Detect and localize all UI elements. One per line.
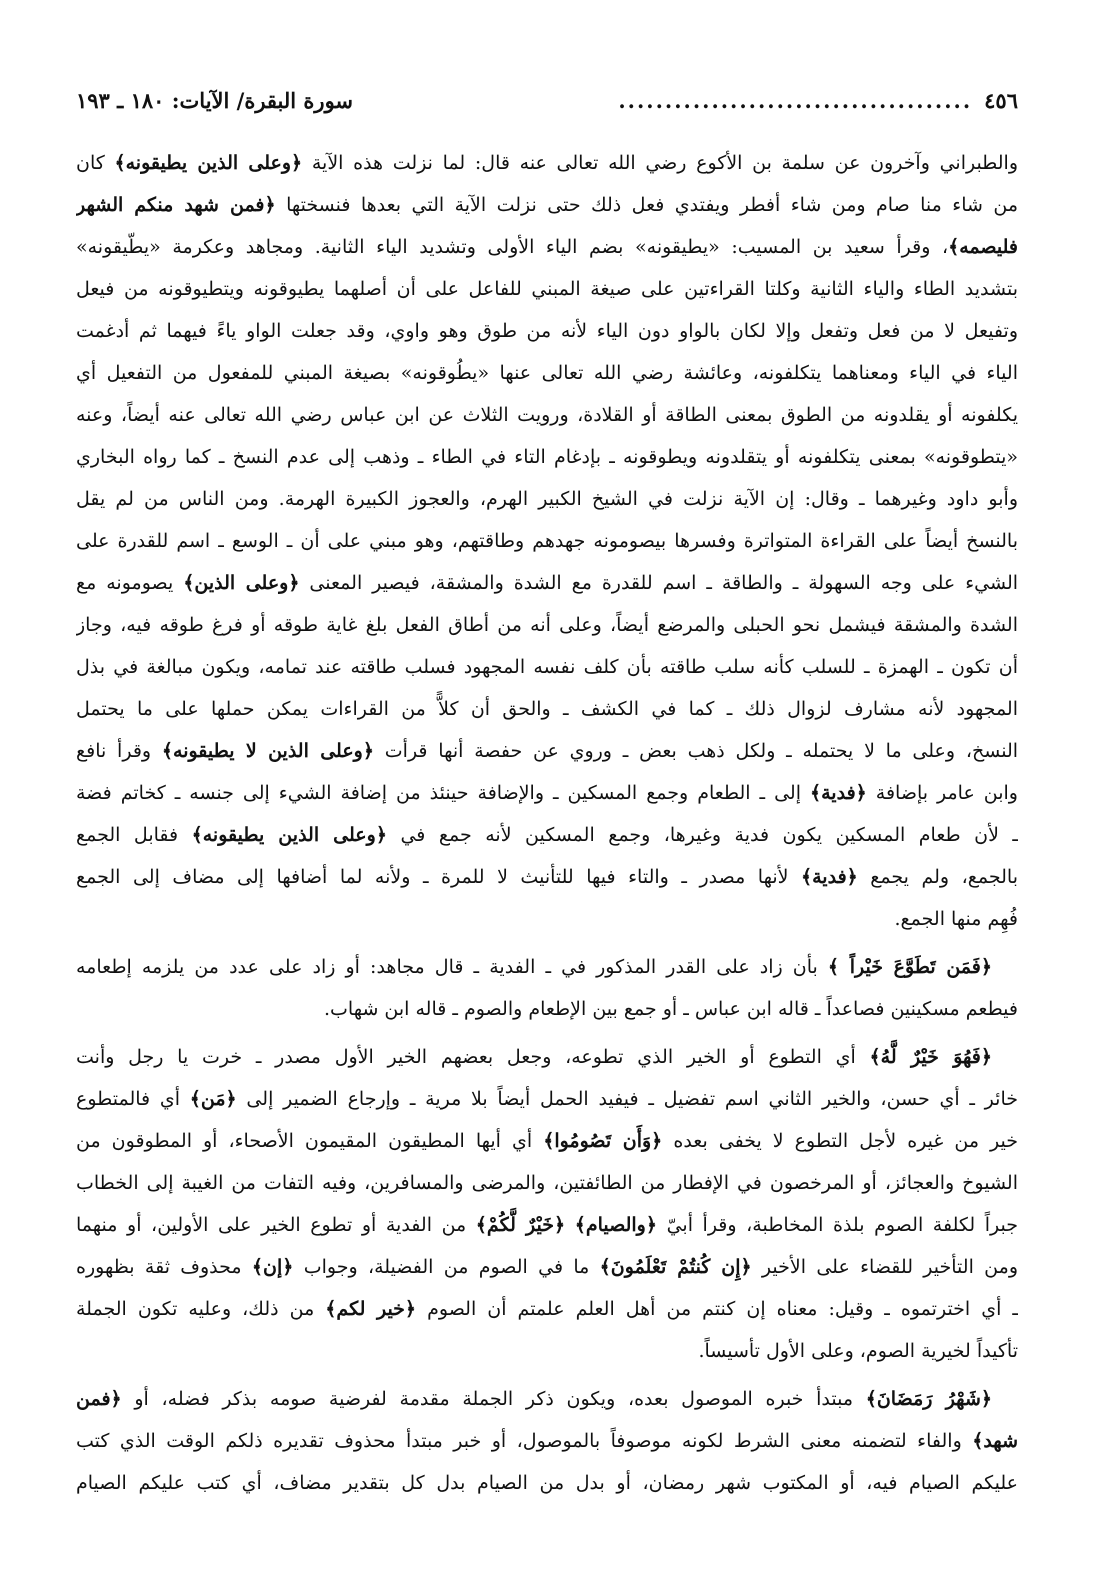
text-segment: ما في الصوم من الفضيلة، وجواب <box>293 1256 600 1278</box>
text-segment: وأبو داود وغيرهما ـ وقال: إن الآية نزلت في الشيخ الكبير الهرم، والعجوز الكبيرة الهرمة. ومن الناس من لم يقل <box>76 488 1018 510</box>
text-line <box>76 772 1018 814</box>
text-segment: كان <box>76 152 115 174</box>
text-segment <box>565 1214 575 1236</box>
text-segment: ـ أي اخترتموه ـ وقيل: معناه إن كنتم من أهل العلم علمتم أن الصوم <box>416 1298 1018 1320</box>
text-segment: بالنسخ أيضاً على القراءة المتواترة وفسرها بيصومونه جهدهم وطاقتهم، وهو مبني على أن ـ الوسع ـ اسم للقدرة على <box>76 530 1018 552</box>
quran-quote: ﴿وعلى الذين﴾ <box>183 572 300 594</box>
quran-quote: ﴿وعلى الذين لا يطيقونه﴾ <box>161 740 374 762</box>
text-segment: عليكم الصيام فيه، أو المكتوب شهر رمضان، أو بدل من الصيام بدل كل بتقدير مضاف، أي كتب عليكم الصيام <box>76 1472 1018 1494</box>
paragraph <box>76 1378 1018 1504</box>
text-line <box>76 1288 1018 1330</box>
text-segment: من شاء منا صام ومن شاء أفطر ويفتدي فعل ذلك حتى نزلت الآية التي بعدها فنسختها <box>275 194 1018 216</box>
quran-quote: شهد﴾ <box>972 1430 1018 1452</box>
text-segment: فقابل الجمع <box>76 824 192 846</box>
text-segment: ـ لأن طعام المسكين يكون فدية وغيرها، وجمع المسكين لأنه جمع في <box>386 824 1018 846</box>
text-segment: خير من غيره لأجل التطوع لا يخفى بعده <box>662 1130 1018 1152</box>
text-line <box>76 1036 1018 1078</box>
text-segment: أن تكون ـ الهمزة ـ للسلب كأنه سلب طاقته بأن كلف نفسه المجهود فسلب طاقته عند تمامه، ويكون مبالغة في بذل <box>76 656 1018 678</box>
quran-quote: ﴿إن﴾ <box>251 1256 294 1278</box>
text-line <box>76 1330 1018 1372</box>
quran-quote: ﴿فمن شهد منكم الشهر <box>76 194 276 216</box>
quran-quote: ﴿خير لكم﴾ <box>325 1298 417 1320</box>
text-line <box>76 1420 1018 1462</box>
text-segment: «يتطوقونه» بمعنى يتكلفونه أو يتقلدونه ويطوقونه ـ بإدغام التاء في الطاء ـ وذهب إلى عدم النسخ ـ كما رواه البخاري <box>76 446 1018 468</box>
paragraph <box>76 1036 1018 1372</box>
quran-quote: ﴿وعلى الذين يطيقونه﴾ <box>114 152 303 174</box>
text-segment: وتفيعل لا من فعل وتفعل وإلا لكان بالواو دون الياء لأنه من طوق وهو واوي، وقد جعلت الواو ياءً فيهما ثم أدغمت <box>76 320 1018 342</box>
quran-quote: ﴿والصيام﴾ <box>574 1214 657 1236</box>
text-line <box>76 856 1018 898</box>
text-line <box>76 1162 1018 1204</box>
text-line <box>76 226 1018 268</box>
text-segment: بالجمع، ولم يجمع <box>857 866 1018 888</box>
page-number: ٤٥٦ <box>984 87 1018 113</box>
quran-quote: ﴿مَن﴾ <box>189 1088 237 1110</box>
text-line <box>76 1246 1018 1288</box>
text-segment: يكلفونه أو يقلدونه من الطوق بمعنى الطاقة أو القلادة، ورويت الثلاث عن ابن عباس رضي الله تعالى عنه أيضاً، وعنه <box>76 404 1018 426</box>
text-segment: خائر ـ أي حسن، والخير الثاني اسم تفضيل ـ فيفيد الحمل أيضاً بلا مرية ـ وإرجاع الضمير إلى <box>236 1088 1018 1110</box>
text-segment: من الفدية أو تطوع الخير على الأولين، أو منهما <box>76 1214 476 1236</box>
text-line <box>76 394 1018 436</box>
text-line <box>76 1120 1018 1162</box>
text-line <box>76 646 1018 688</box>
text-line <box>76 688 1018 730</box>
text-segment: ومن التأخير للقضاء على الأخير <box>751 1256 1018 1278</box>
text-segment: وقرأ نافع <box>76 740 162 762</box>
text-segment: بأن زاد على القدر المذكور في ـ الفدية ـ قال مجاهد: أو زاد على عدد من يلزمه إطعامه <box>76 956 828 978</box>
text-segment: محذوف ثقة بظهوره <box>76 1256 252 1278</box>
text-segment: جبراً لكلفة الصوم بلذة المخاطبة، وقرأ أبيّ <box>656 1214 1018 1236</box>
text-line <box>76 604 1018 646</box>
text-segment: والفاء لتضمنه معنى الشرط لكونه موصوفاً بالموصول، أو خبر مبتدأ محذوف تقديره ذلكم الوقت الذي كتب <box>76 1430 973 1452</box>
text-line <box>76 730 1018 772</box>
quran-quote: ﴿خَيْرٌ لَّكُمْ﴾ <box>475 1214 566 1236</box>
text-segment: الشيء على وجه السهولة ـ والطاقة ـ اسم للقدرة مع الشدة والمشقة، فيصير المعنى <box>299 572 1018 594</box>
text-line <box>76 988 1018 1030</box>
text-segment: والطبراني وآخرون عن سلمة بن الأكوع رضي الله تعالى عنه قال: لما نزلت هذه الآية <box>302 152 1018 174</box>
chapter-title: سورة البقرة/ الآيات: ١٨٠ ـ ١٩٣ <box>76 87 354 113</box>
text-segment: إلى ـ الطعام وجمع المسكين ـ والإضافة حينئذ من إضافة الشيء إلى جنسه ـ كخاتم فضة <box>76 782 810 804</box>
quran-quote: ﴿وعلى الذين يطيقونه﴾ <box>191 824 387 846</box>
quran-quote: فليصمه﴾ <box>948 236 1018 258</box>
quran-quote: ﴿فَهُوَ خَيْرٌ لَّهُ﴾ <box>869 1046 993 1068</box>
text-line <box>76 142 1018 184</box>
text-segment: وابن عامر بإضافة <box>866 782 1018 804</box>
paragraph <box>76 946 1018 1030</box>
quran-quote: ﴿فَمَن تَطَوَّعَ خَيْراً ﴾ <box>827 956 992 978</box>
text-segment: ، وقرأ سعيد بن المسيب: «يطيقونه» بضم الياء الأولى وتشديد الياء الثانية. ومجاهد وعكرمة «يطّيقونه» <box>76 236 949 258</box>
text-line <box>76 898 1018 940</box>
text-line <box>76 946 1018 988</box>
leader-dots: ...................................... <box>618 87 973 113</box>
quran-quote: ﴿فمن <box>76 1388 122 1410</box>
text-segment: النسخ، وعلى ما لا يحتمله ـ ولكل ذهب بعض ـ وروي عن حفصة أنها قرأت <box>374 740 1018 762</box>
text-segment: أي فالمتطوع <box>76 1088 190 1110</box>
quran-quote: ﴿وَأَن تَصُومُوا﴾ <box>543 1130 663 1152</box>
text-line <box>76 562 1018 604</box>
text-line <box>76 478 1018 520</box>
text-segment: يصومونه مع <box>76 572 184 594</box>
text-segment: مبتدأ خبره الموصول بعده، ويكون ذكر الجملة مقدمة لفرضية صومه بذكر فضله، أو <box>121 1388 866 1410</box>
text-line <box>76 436 1018 478</box>
page-body <box>76 142 1018 1510</box>
text-line <box>76 184 1018 226</box>
quran-quote: ﴿إِن كُنتُمْ تَعْلَمُونَ﴾ <box>599 1256 752 1278</box>
text-line <box>76 1462 1018 1504</box>
text-segment: الشدة والمشقة فيشمل نحو الحبلى والمرضع أيضاً، وعلى أنه من أطاق الفعل بلغ غاية طوقه أو فرغ طوقه فيه، وجاز <box>76 614 1018 636</box>
text-segment: من ذلك، وعليه تكون الجملة <box>76 1298 326 1320</box>
text-line <box>76 268 1018 310</box>
text-segment: أي أيها المطيقون المقيمون الأصحاء، أو المطوقون من <box>76 1130 544 1152</box>
text-line <box>76 814 1018 856</box>
text-line <box>76 1204 1018 1246</box>
text-segment: الشيوخ والعجائز، أو المرخصون في الإفطار من الطائفتين، والمرضى والمسافرين، وفيه التفات من الغيبة إلى الخطاب <box>76 1172 1018 1194</box>
text-segment: الياء في الياء ومعناهما يتكلفونه، وعائشة رضي الله تعالى عنها «يطُوقونه» بصيغة المبني للمفعول من التفعيل أي <box>76 362 1018 384</box>
text-line <box>76 352 1018 394</box>
text-segment: المجهود لأنه مشارف لزوال ذلك ـ كما في الكشف ـ والحق أن كلاًّ من القراءات يمكن حملها على ما يحتمل <box>76 698 1018 720</box>
text-line <box>76 1078 1018 1120</box>
quran-quote: ﴿فدية﴾ <box>800 866 858 888</box>
text-segment: فُهِم منها الجمع. <box>894 908 1018 930</box>
text-segment: بتشديد الطاء والياء الثانية وكلتا القراءتين على صيغة المبني للفاعل على أن أصلهما يطيوقونه ويتطيوقونه من فيعل <box>76 278 1018 300</box>
text-segment: تأكيداً لخيرية الصوم، وعلى الأول تأسيساً. <box>698 1340 1018 1362</box>
text-segment: لأنها مصدر ـ والتاء فيها للتأنيث لا للمرة ـ ولأنه لما أضافها إلى مضاف إلى الجمع <box>76 866 801 888</box>
quran-quote: ﴿فدية﴾ <box>809 782 867 804</box>
text-line <box>76 310 1018 352</box>
text-segment: أي التطوع أو الخير الذي تطوعه، وجعل بعضهم الخير الأول مصدر ـ خرت يا رجل وأنت <box>76 1046 870 1068</box>
quran-quote: ﴿شَهْرُ رَمَضَانَ﴾ <box>865 1388 992 1410</box>
text-line <box>76 520 1018 562</box>
paragraph <box>76 142 1018 940</box>
running-header <box>76 82 1018 118</box>
text-segment: فيطعم مسكينين فصاعداً ـ قاله ابن عباس ـ أو جمع بين الإطعام والصوم ـ قاله ابن شهاب. <box>323 998 1018 1020</box>
text-line <box>76 1378 1018 1420</box>
